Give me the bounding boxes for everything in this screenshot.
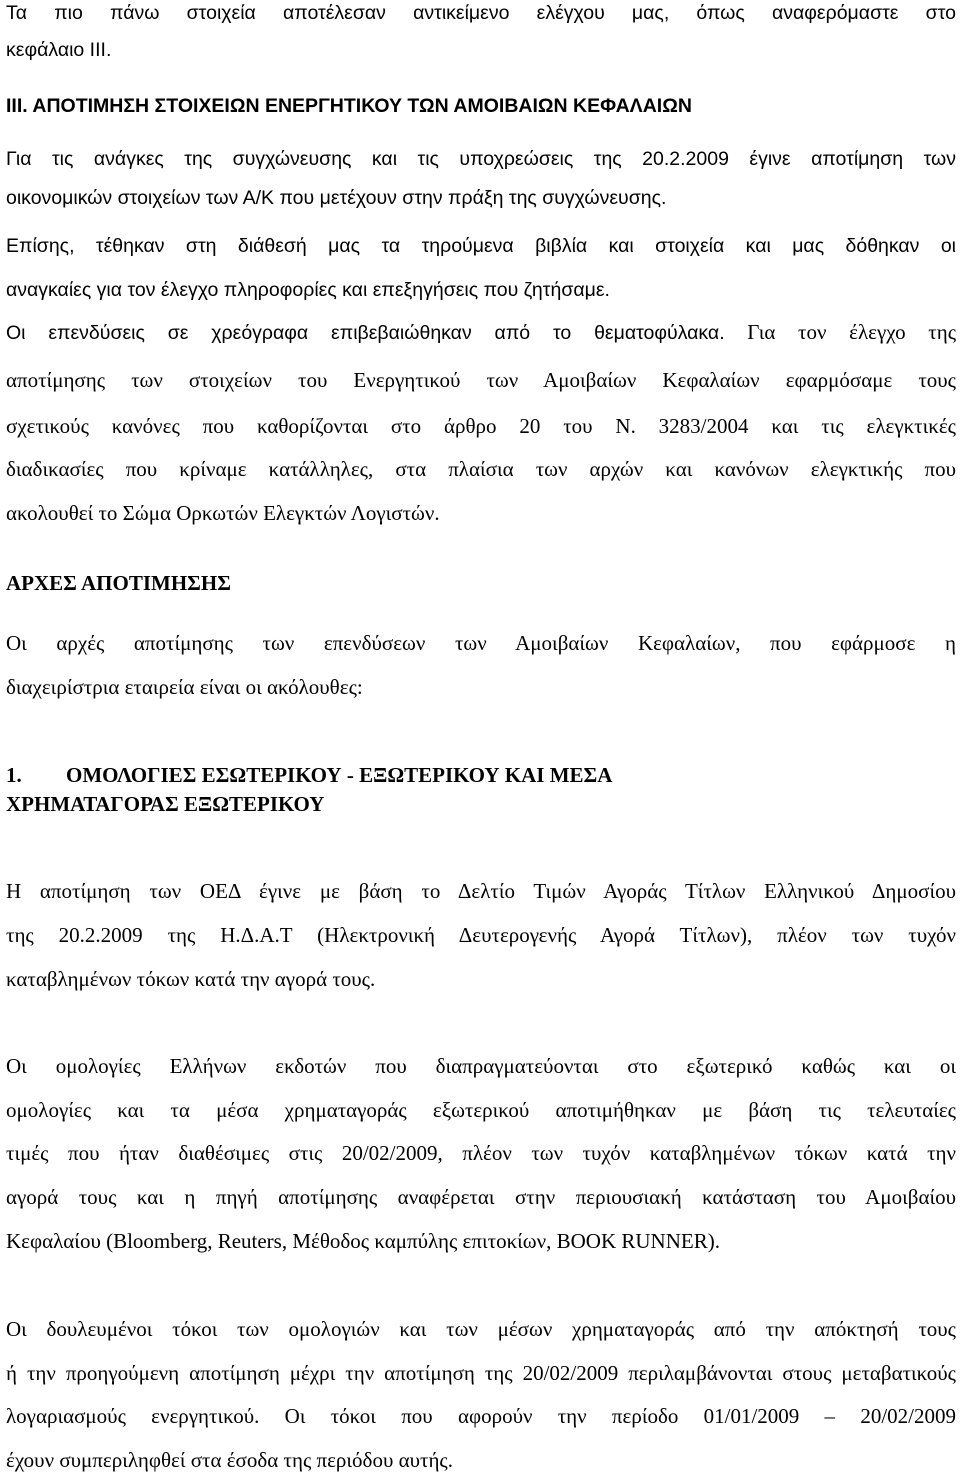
item-1-title-text: ΟΜΟΛΟΓΙΕΣ ΕΣΩΤΕΡΙΚΟΥ - ΕΞΩΤΕΡΙΚΟΥ ΚΑΙ ΜΕΣΑ xyxy=(66,763,613,787)
item-1-paragraph-1-line-2: της 20.2.2009 της Η.Δ.Α.Τ (Ηλεκτρονική Δευτερογενής Αγορά Τίτλων), πλέον των τυχόν xyxy=(6,923,956,947)
section-3-paragraph-3-line-2: αποτίμησης των στοιχείων του Ενεργητικού των Αμοιβαίων Κεφαλαίων εφαρμόσαμε τους xyxy=(6,368,956,392)
item-1-number: 1. xyxy=(6,763,22,787)
item-1-title-line-1 xyxy=(6,765,956,786)
item-1-paragraph-2-line-1: Οι ομολογίες Ελλήνων εκδοτών που διαπραγματεύονται στο εξωτερικό καθώς και οι xyxy=(6,1054,956,1078)
intro-line-2: κεφάλαιο ΙΙΙ. xyxy=(6,39,112,61)
item-1-paragraph-2-line-3: τιμές που ήταν διαθέσιμες στις 20/02/2009, πλέον των τυχόν καταβλημένων τόκων κατά την xyxy=(6,1141,956,1165)
item-1-paragraph-3-line-3: λογαριασμούς ενεργητικού. Οι τόκοι που αφορούν την περίοδο 01/01/2009 – 20/02/2009 xyxy=(6,1404,956,1428)
item-1-title-line-2: ΧΡΗΜΑΤΑΓΟΡΑΣ ΕΞΩΤΕΡΙΚΟΥ xyxy=(6,792,325,816)
principles-intro-line-1: Οι αρχές αποτίμησης των επενδύσεων των Αμοιβαίων Κεφαλαίων, που εφάρμοσε η xyxy=(6,631,956,655)
item-1-paragraph-2-line-4: αγορά τους και η πηγή αποτίμησης αναφέρεται στην περιουσιακή κατάσταση του Αμοιβαίου xyxy=(6,1185,956,1209)
section-3-paragraph-1-line-2: οικονομικών στοιχείων των Α/Κ που μετέχουν στην πράξη της συγχώνευσης. xyxy=(6,187,667,209)
principles-intro-line-2: διαχειρίστρια εταιρεία είναι οι ακόλουθες: xyxy=(6,675,363,699)
valuation-principles-heading: ΑΡΧΕΣ ΑΠΟΤΙΜΗΣΗΣ xyxy=(6,571,231,595)
audit-sentence-start: Για τον έλεγχο της xyxy=(724,320,957,344)
section-3-paragraph-3-line-5: ακολουθεί το Σώμα Ορκωτών Ελεγκτών Λογιστών. xyxy=(6,501,440,525)
section-3-paragraph-2-line-1: Επίσης, τέθηκαν στη διάθεσή μας τα τηρούμενα βιβλία και στοιχεία και μας δόθηκαν οι xyxy=(6,235,956,257)
item-1-paragraph-3-line-2: ή την προηγούμενη αποτίμηση μέχρι την αποτίμηση της 20/02/2009 περιλαμβάνονται στους μεταβατικούς xyxy=(6,1361,956,1385)
intro-line-1: Τα πιο πάνω στοιχεία αποτέλεσαν αντικείμενο ελέγχου μας, όπως αναφερόμαστε στο xyxy=(6,2,956,24)
section-3-paragraph-3-line-1 xyxy=(6,322,956,344)
item-1-paragraph-2-line-2: ομολογίες και τα μέσα χρηματαγοράς εξωτερικού αποτιμήθηκαν με βάση τις τελευταίες xyxy=(6,1098,956,1122)
section-3-heading: ΙΙΙ. ΑΠΟΤΙΜΗΣΗ ΣΤΟΙΧΕΙΩΝ ΕΝΕΡΓΗΤΙΚΟΥ ΤΩΝ ΑΜΟΙΒΑΙΩΝ ΚΕΦΑΛΑΙΩΝ xyxy=(6,95,692,117)
section-3-paragraph-3-line-4: διαδικασίες που κρίναμε κατάλληλες, στα πλαίσια των αρχών και κανόνων ελεγκτικής που xyxy=(6,457,956,481)
section-3-paragraph-2-line-2: αναγκαίες για τον έλεγχο πληροφορίες και επεξηγήσεις που ζητήσαμε. xyxy=(6,279,610,301)
item-1-paragraph-2-line-5: Κεφαλαίου (Bloomberg, Reuters, Μέθοδος καμπύλης επιτοκίων, BOOK RUNNER). xyxy=(6,1229,720,1253)
item-1-paragraph-1-line-1: Η αποτίμηση των ΟΕΔ έγινε με βάση το Δελτίο Τιμών Αγοράς Τίτλων Ελληνικού Δημοσίου xyxy=(6,879,956,903)
item-1-paragraph-3-line-4: έχουν συμπεριληφθεί στα έσοδα της περιόδου αυτής. xyxy=(6,1448,453,1472)
section-3-paragraph-1-line-1: Για τις ανάγκες της συγχώνευσης και τις υποχρεώσεις της 20.2.2009 έγινε αποτίμηση των xyxy=(6,148,956,170)
item-1-paragraph-3-line-1: Οι δουλευμένοι τόκοι των ομολογιών και των μέσων χρηματαγοράς από την απόκτησή τους xyxy=(6,1317,956,1341)
item-1-paragraph-1-line-3: καταβλημένων τόκων κατά την αγορά τους. xyxy=(6,967,376,991)
custodian-sentence: Οι επενδύσεις σε χρεόγραφα επιβεβαιώθηκαν από το θεματοφύλακα. xyxy=(6,322,725,344)
section-3-paragraph-3-line-3: σχετικούς κανόνες που καθορίζονται στο άρθρο 20 του Ν. 3283/2004 και τις ελεγκτικές xyxy=(6,414,956,438)
